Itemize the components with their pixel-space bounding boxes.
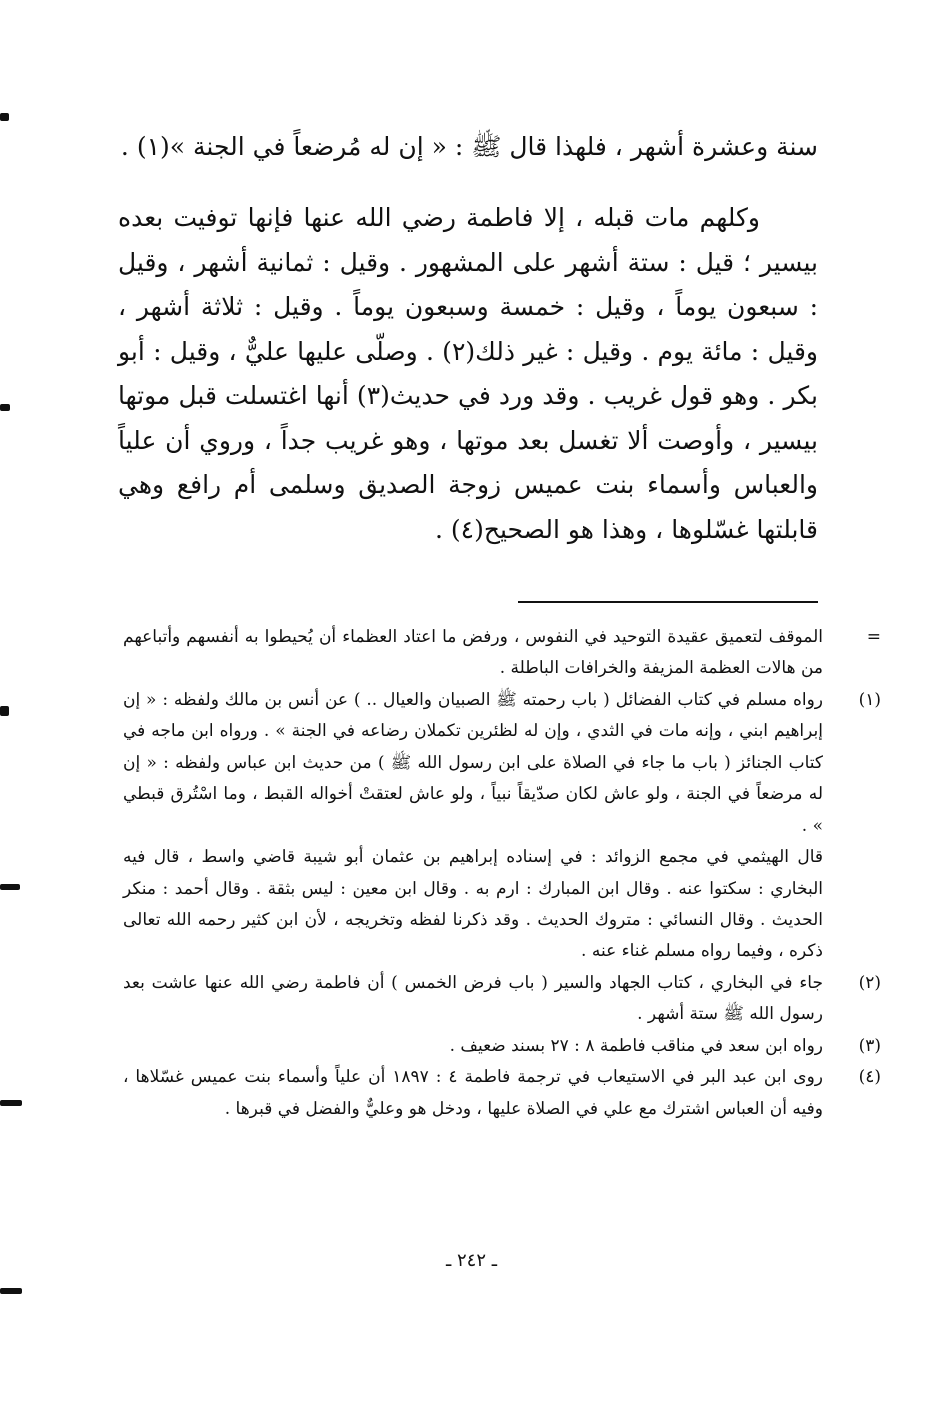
footnote-separator <box>518 601 818 603</box>
footnote-4 <box>123 1062 881 1125</box>
scan-edge-mark <box>0 113 9 121</box>
footnote-1-continuation: قال الهيثمي في مجمع الزوائد : في إسناده إبراهيم بن عثمان أبو شيبة قاضي واسط ، قال فيه البخاري : سكتوا عنه . وقال ابن المبارك : ارم به . وقال ابن معين : ليس بثقة . وقال أحمد : منكر الحديث . وقال النسائي : متروك الحديث . وقد ذكرنا لفظه وتخريجه ، لأن ابن كثير رحمه الله تعالى ذكره ، وفيما رواه مسلم غناء عنه . <box>123 847 823 962</box>
footnote-2 <box>123 968 881 1031</box>
footnote-1-number: (١) <box>858 689 881 710</box>
first-text-line: سنة وعشرة أشهر ، فلهذا قال ﷺ : « إن له مُرضعاً في الجنة »(١) . <box>120 132 818 161</box>
footnote-continuation <box>123 622 881 685</box>
footnote-3 <box>123 1031 881 1062</box>
scan-edge-mark <box>0 884 20 890</box>
scan-edge-mark <box>0 1100 22 1106</box>
footnote-3-number: (٣) <box>858 1035 881 1056</box>
continuation-marker: = <box>866 627 881 647</box>
footnote-4-text: روى ابن عبد البر في الاستيعاب في ترجمة فاطمة ٤ : ١٨٩٧ أن علياً وأسماء بنت عميس غسّلاها ، وفيه أن العباس اشترك مع علي في الصلاة عليها ، ودخل هو وعليٌّ والفضل في قبرها . <box>123 1067 823 1119</box>
scan-edge-mark <box>0 1288 22 1294</box>
footnote-2-text: جاء في البخاري ، كتاب الجهاد والسير ( باب فرض الخمس ) أن فاطمة رضي الله عنها عاشت بعد رسول الله ﷺ ستة أشهر . <box>123 972 823 1025</box>
scan-edge-mark <box>0 706 9 716</box>
footnote-4-number: (٤) <box>858 1067 881 1088</box>
footnote-3-text: رواه ابن سعد في مناقب فاطمة ٨ : ٢٧ بسند ضعيف . <box>449 1035 823 1056</box>
footnote-1 <box>123 685 881 842</box>
footnotes-section <box>123 622 881 1125</box>
page-number: ـ ٢٤٢ ـ <box>445 1250 497 1271</box>
footnote-2-number: (٢) <box>858 972 881 993</box>
footnote-continuation-text: الموقف لتعميق عقيدة التوحيد في النفوس ، ورفض ما اعتاد العظماء أن يُحيطوا به أنفسهم وأتباعهم من هالات العظمة المزيفة والخرافات الباطلة . <box>123 627 823 679</box>
footnote-1-text: رواه مسلم في كتاب الفضائل ( باب رحمته ﷺ الصبيان والعيال .. ) عن أنس بن مالك ولفظه : « إن إبراهيم ابني ، وإنه مات في الثدي ، وإن له لظئرين تكملان رضاعه في الجنة » . ورواه ابن ماجه في كتاب الجنائز ( باب ما جاء في الصلاة على ابن رسول الله ﷺ ) من حديث ابن عباس ولفظه : « إن له مرضعاً في الجنة ، ولو عاش لكان صدّيقاً نبياً ، ولو عاش لعتقتْ أخواله القبط ، وما اسْتُرق قبطي » . <box>123 689 823 836</box>
scan-edge-mark <box>0 404 10 411</box>
main-paragraph: وكلهم مات قبله ، إلا فاطمة رضي الله عنها فإنها توفيت بعده بيسير ؛ قيل : ستة أشهر على المشهور . وقيل : ثمانية أشهر ، وقيل : سبعون يوماً ، وقيل : خمسة وسبعون يوماً . وقيل : ثلاثة أشهر ، وقيل : مائة يوم . وقيل : غير ذلك(٢) . وصلّى عليها عليٌّ ، وقيل : أبو بكر . وهو قول غريب . وقد ورد في حديث(٣) أنها اغتسلت قبل موتها بيسير ، وأوصت ألا تغسل بعد موتها ، وهو غريب جداً ، وروي أن علياً والعباس وأسماء بنت عميس زوجة الصديق وسلمى أم رافع وهي قابلتها غسّلوها ، وهذا هو الصحيح(٤) . <box>118 203 818 544</box>
